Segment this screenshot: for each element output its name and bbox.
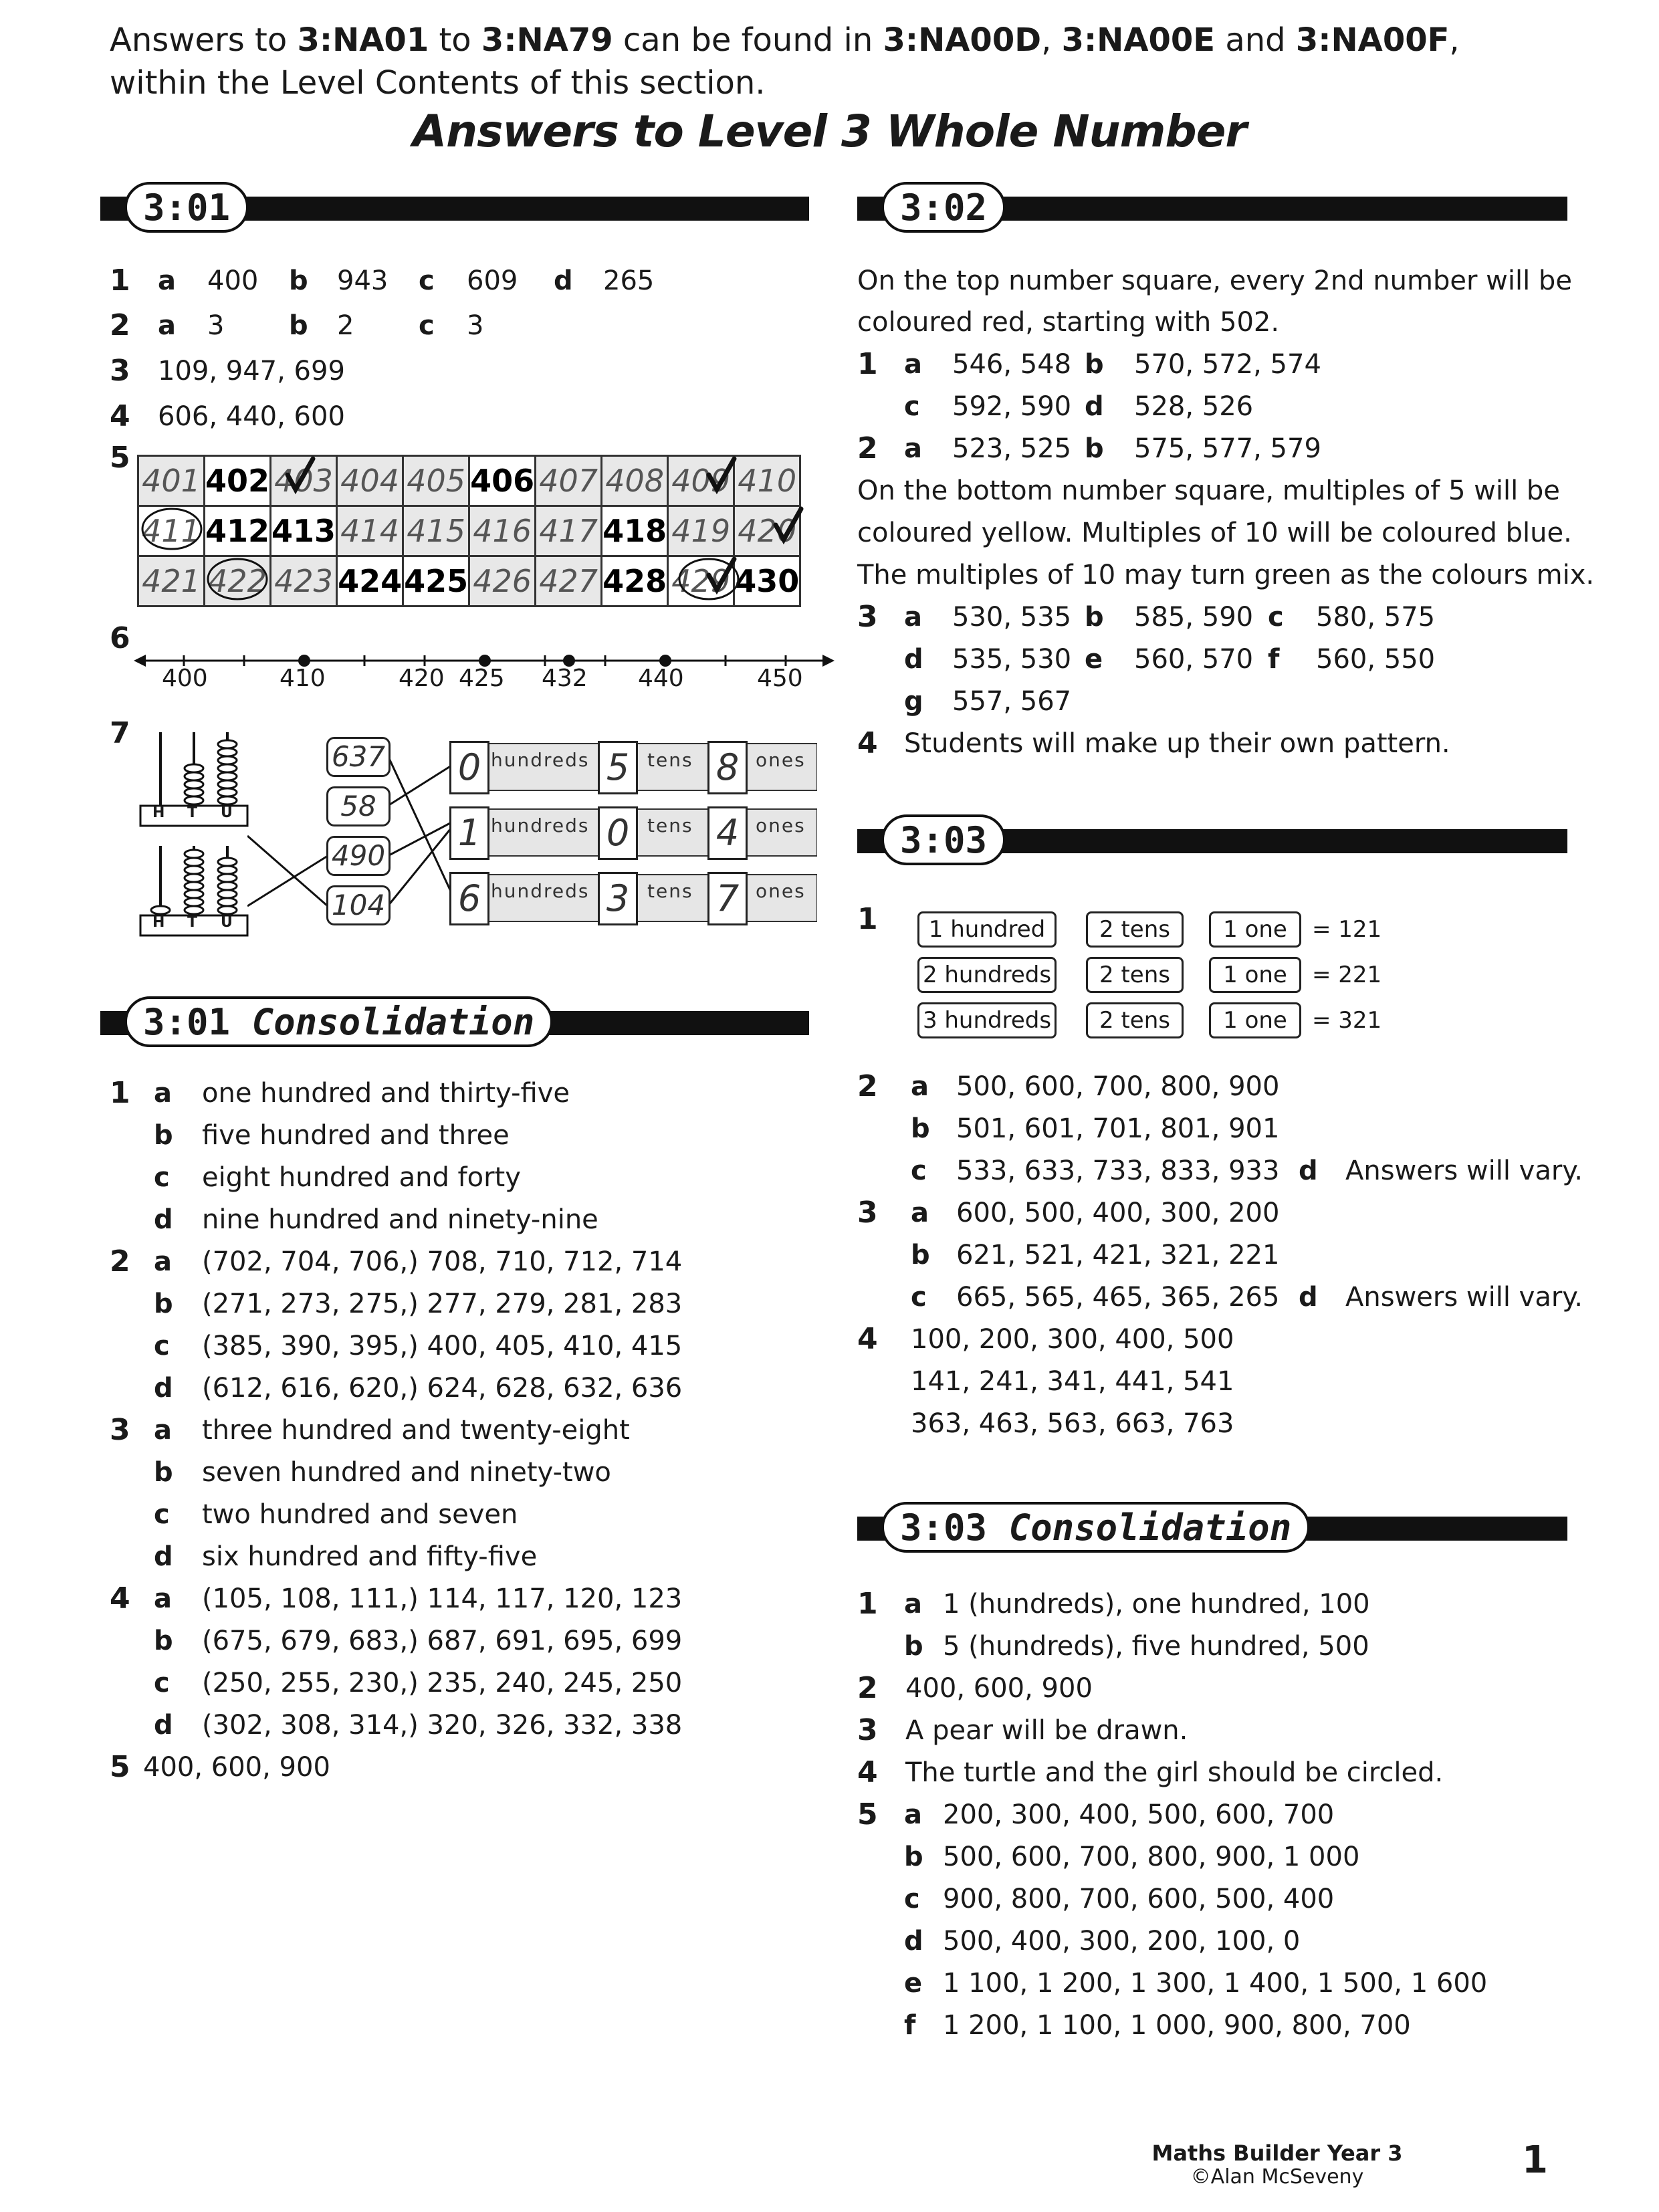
- answer-text: (271, 273, 275,) 277, 279, 281, 283: [202, 1289, 683, 1319]
- question-number: 3: [857, 1713, 878, 1747]
- number-line-label: 432: [542, 665, 588, 692]
- question-letter: d: [904, 1926, 923, 1957]
- place-value-box: 2 tens: [1086, 1002, 1184, 1038]
- page-title: Answers to Level 3 Whole Number: [413, 106, 1246, 157]
- grid-cell: 424: [337, 556, 403, 606]
- question-letter: b: [154, 1120, 173, 1151]
- number-line-label: 420: [399, 665, 445, 692]
- number-line-label: 410: [280, 665, 326, 692]
- question-number: 1: [110, 1076, 130, 1110]
- question-letter: f: [904, 2010, 916, 2041]
- number-label: 58: [326, 786, 391, 826]
- question-number: 1: [857, 1587, 878, 1621]
- number-line-label: 425: [459, 665, 505, 692]
- grid-cell: 414: [337, 506, 403, 556]
- answer-text: five hundred and three: [202, 1120, 510, 1151]
- question-letter: c: [154, 1499, 170, 1530]
- number-label: 490: [326, 836, 391, 876]
- question-number: 4: [110, 1581, 130, 1616]
- grid-cell: 403: [271, 456, 337, 506]
- question-letter: a: [154, 1078, 172, 1109]
- question-letter: e: [904, 1968, 923, 1999]
- question-letter: c: [154, 1162, 170, 1193]
- answer-text: 500, 400, 300, 200, 100, 0: [943, 1926, 1301, 1957]
- question-letter: b: [154, 1626, 173, 1656]
- place-value-box: 1 hundred: [917, 911, 1057, 948]
- number-label: 637: [326, 737, 391, 777]
- answer-text: (675, 679, 683,) 687, 691, 695, 699: [202, 1626, 683, 1656]
- grid-cell: 427: [536, 556, 602, 606]
- question-letter: d: [154, 1373, 173, 1404]
- grid-cell: 410: [734, 456, 800, 506]
- section-header-3-03-consolidation: 3:03 Consolidation: [857, 1502, 1567, 1555]
- grid-cell: 429: [668, 556, 734, 606]
- intro-text: Answers to 3:NA01 to 3:NA79 can be found in 3:NA00D, 3:NA00E and 3:NA00F, within the Level Contents of this section.: [110, 21, 1460, 102]
- grid-cell: 428: [602, 556, 668, 606]
- abacus-diagrams: [134, 726, 254, 939]
- number-label: 104: [326, 885, 391, 925]
- number-line-label: 400: [162, 665, 208, 692]
- place-value-strip: 6 hundreds 3 tens 7 ones: [449, 872, 817, 924]
- place-value-result: = 121: [1312, 916, 1382, 943]
- section-header-3-01-consolidation: 3:01 Consolidation: [100, 996, 809, 1050]
- question-letter: b: [154, 1289, 173, 1319]
- answer-text: (385, 390, 395,) 400, 405, 410, 415: [202, 1331, 683, 1361]
- question-letter: c: [904, 1884, 920, 1914]
- footer-book-title: Maths Builder Year 3: [1151, 2140, 1403, 2166]
- page-number: 1: [1522, 2138, 1548, 2182]
- place-value-box: 1 one: [1209, 911, 1301, 948]
- answer-text: six hundred and fifty-five: [202, 1541, 538, 1572]
- answer-text: 500, 600, 700, 800, 900, 1 000: [943, 1842, 1360, 1872]
- grid-cell: 411: [138, 506, 205, 556]
- grid-cell: 421: [138, 556, 205, 606]
- grid-cell: 408: [602, 456, 668, 506]
- question-number: 4: [857, 1755, 878, 1789]
- grid-cell: 413: [271, 506, 337, 556]
- answer-text: 400, 600, 900: [143, 1752, 330, 1783]
- number-line-labels: [134, 665, 836, 698]
- question-letter: b: [904, 1842, 923, 1872]
- answer-text: (302, 308, 314,) 320, 326, 332, 338: [202, 1710, 683, 1741]
- grid-cell: 426: [469, 556, 536, 606]
- place-value-box: 2 tens: [1086, 957, 1184, 993]
- place-value-box: 2 tens: [1086, 911, 1184, 948]
- grid-cell: 405: [403, 456, 469, 506]
- question-letter: a: [154, 1583, 172, 1614]
- answer-text: eight hundred and forty: [202, 1162, 521, 1193]
- answer-text: 5 (hundreds), five hundred, 500: [943, 1631, 1369, 1662]
- answer-text: (250, 255, 230,) 235, 240, 245, 250: [202, 1668, 683, 1698]
- answer-text: 1 (hundreds), one hundred, 100: [943, 1589, 1370, 1620]
- number-line-label: 450: [757, 665, 803, 692]
- question-letter: b: [904, 1631, 923, 1662]
- question-letter: c: [154, 1668, 170, 1698]
- answer-text: one hundred and thirty-five: [202, 1078, 570, 1109]
- section-header-3-01: 3:01: [100, 182, 809, 235]
- grid-cell: 401: [138, 456, 205, 506]
- section-header-3-03: 3:03: [857, 814, 1567, 868]
- circle-mark-icon: [208, 559, 267, 599]
- place-value-box: 3 hundreds: [917, 1002, 1057, 1038]
- number-line-label: 440: [638, 665, 684, 692]
- question-letter: d: [154, 1541, 173, 1572]
- answer-text: 400, 600, 900: [905, 1673, 1093, 1704]
- grid-cell: 425: [403, 556, 469, 606]
- place-value-strip: 1 hundreds 0 tens 4 ones: [449, 806, 817, 859]
- tick-mark-icon: [288, 459, 313, 489]
- answer-text: 200, 300, 400, 500, 600, 700: [943, 1799, 1335, 1830]
- tick-mark-icon: [776, 509, 801, 540]
- answer-text: A pear will be drawn.: [905, 1715, 1188, 1746]
- question-number: 5: [110, 1750, 130, 1784]
- answer-text: nine hundred and ninety-nine: [202, 1204, 598, 1235]
- section-header-3-02: 3:02: [857, 182, 1567, 235]
- answer-text: 1 200, 1 100, 1 000, 900, 800, 700: [943, 2010, 1411, 2041]
- question-number: 5: [857, 1797, 878, 1832]
- circle-mark-icon: [142, 509, 201, 549]
- answer-text: (105, 108, 111,) 114, 117, 120, 123: [202, 1583, 683, 1614]
- question-letter: a: [154, 1246, 172, 1277]
- grid-cell: 402: [205, 456, 271, 506]
- text-3-02-p3: On the bottom number square, multiples of 5 will be: [857, 475, 1560, 506]
- answer-text: two hundred and seven: [202, 1499, 518, 1530]
- grid-cell: 409: [668, 456, 734, 506]
- answer-text: seven hundred and ninety-two: [202, 1457, 611, 1488]
- text-3-02-p5: The multiples of 10 may turn green as the colours mix.: [857, 560, 1595, 590]
- grid-cell: 406: [469, 456, 536, 506]
- place-value-strip: 0 hundreds 5 tens 8 ones: [449, 741, 817, 793]
- tick-mark-icon: [709, 559, 734, 590]
- question-letter: a: [904, 1799, 922, 1830]
- grid-marks: [137, 455, 819, 609]
- answer-text: (612, 616, 620,) 624, 628, 632, 636: [202, 1373, 683, 1404]
- grid-cell: 420: [734, 506, 800, 556]
- tick-mark-icon: [709, 459, 734, 489]
- grid-cell: 423: [271, 556, 337, 606]
- answer-text: 1 100, 1 200, 1 300, 1 400, 1 500, 1 600: [943, 1968, 1488, 1999]
- grid-cell: 417: [536, 506, 602, 556]
- text-3-02-p1: On the top number square, every 2nd number will be: [857, 265, 1572, 296]
- grid-cell: 419: [668, 506, 734, 556]
- text-3-02-p2: coloured red, starting with 502.: [857, 307, 1280, 338]
- place-value-box: 1 one: [1209, 957, 1301, 993]
- place-value-result: = 221: [1312, 962, 1382, 988]
- question-number: 2: [857, 1671, 878, 1705]
- place-value-result: = 321: [1312, 1007, 1382, 1034]
- grid-cell: 416: [469, 506, 536, 556]
- place-value-box: 1 one: [1209, 1002, 1301, 1038]
- grid-cell: 412: [205, 506, 271, 556]
- grid-cell: 430: [734, 556, 800, 606]
- place-value-box: 2 hundreds: [917, 957, 1057, 993]
- grid-cell: 422: [205, 556, 271, 606]
- answer-text: three hundred and twenty-eight: [202, 1415, 630, 1446]
- question-letter: a: [904, 1589, 922, 1620]
- answer-text: 900, 800, 700, 600, 500, 400: [943, 1884, 1335, 1914]
- grid-cell: 418: [602, 506, 668, 556]
- question-letter: b: [154, 1457, 173, 1488]
- answer-text: (702, 704, 706,) 708, 710, 712, 714: [202, 1246, 683, 1277]
- question-letter: d: [154, 1204, 173, 1235]
- question-letter: d: [154, 1710, 173, 1741]
- question-number: 2: [110, 1244, 130, 1279]
- grid-cell: 415: [403, 506, 469, 556]
- text-3-02-p4: coloured yellow. Multiples of 10 will be coloured blue.: [857, 518, 1572, 548]
- grid-cell: 407: [536, 456, 602, 506]
- question-number: 3: [110, 1413, 130, 1447]
- footer-copyright: ©Alan McSeveny: [1190, 2165, 1364, 2189]
- answer-text: The turtle and the girl should be circled.: [905, 1757, 1444, 1788]
- question-letter: a: [154, 1415, 172, 1446]
- grid-cell: 404: [337, 456, 403, 506]
- question-letter: c: [154, 1331, 170, 1361]
